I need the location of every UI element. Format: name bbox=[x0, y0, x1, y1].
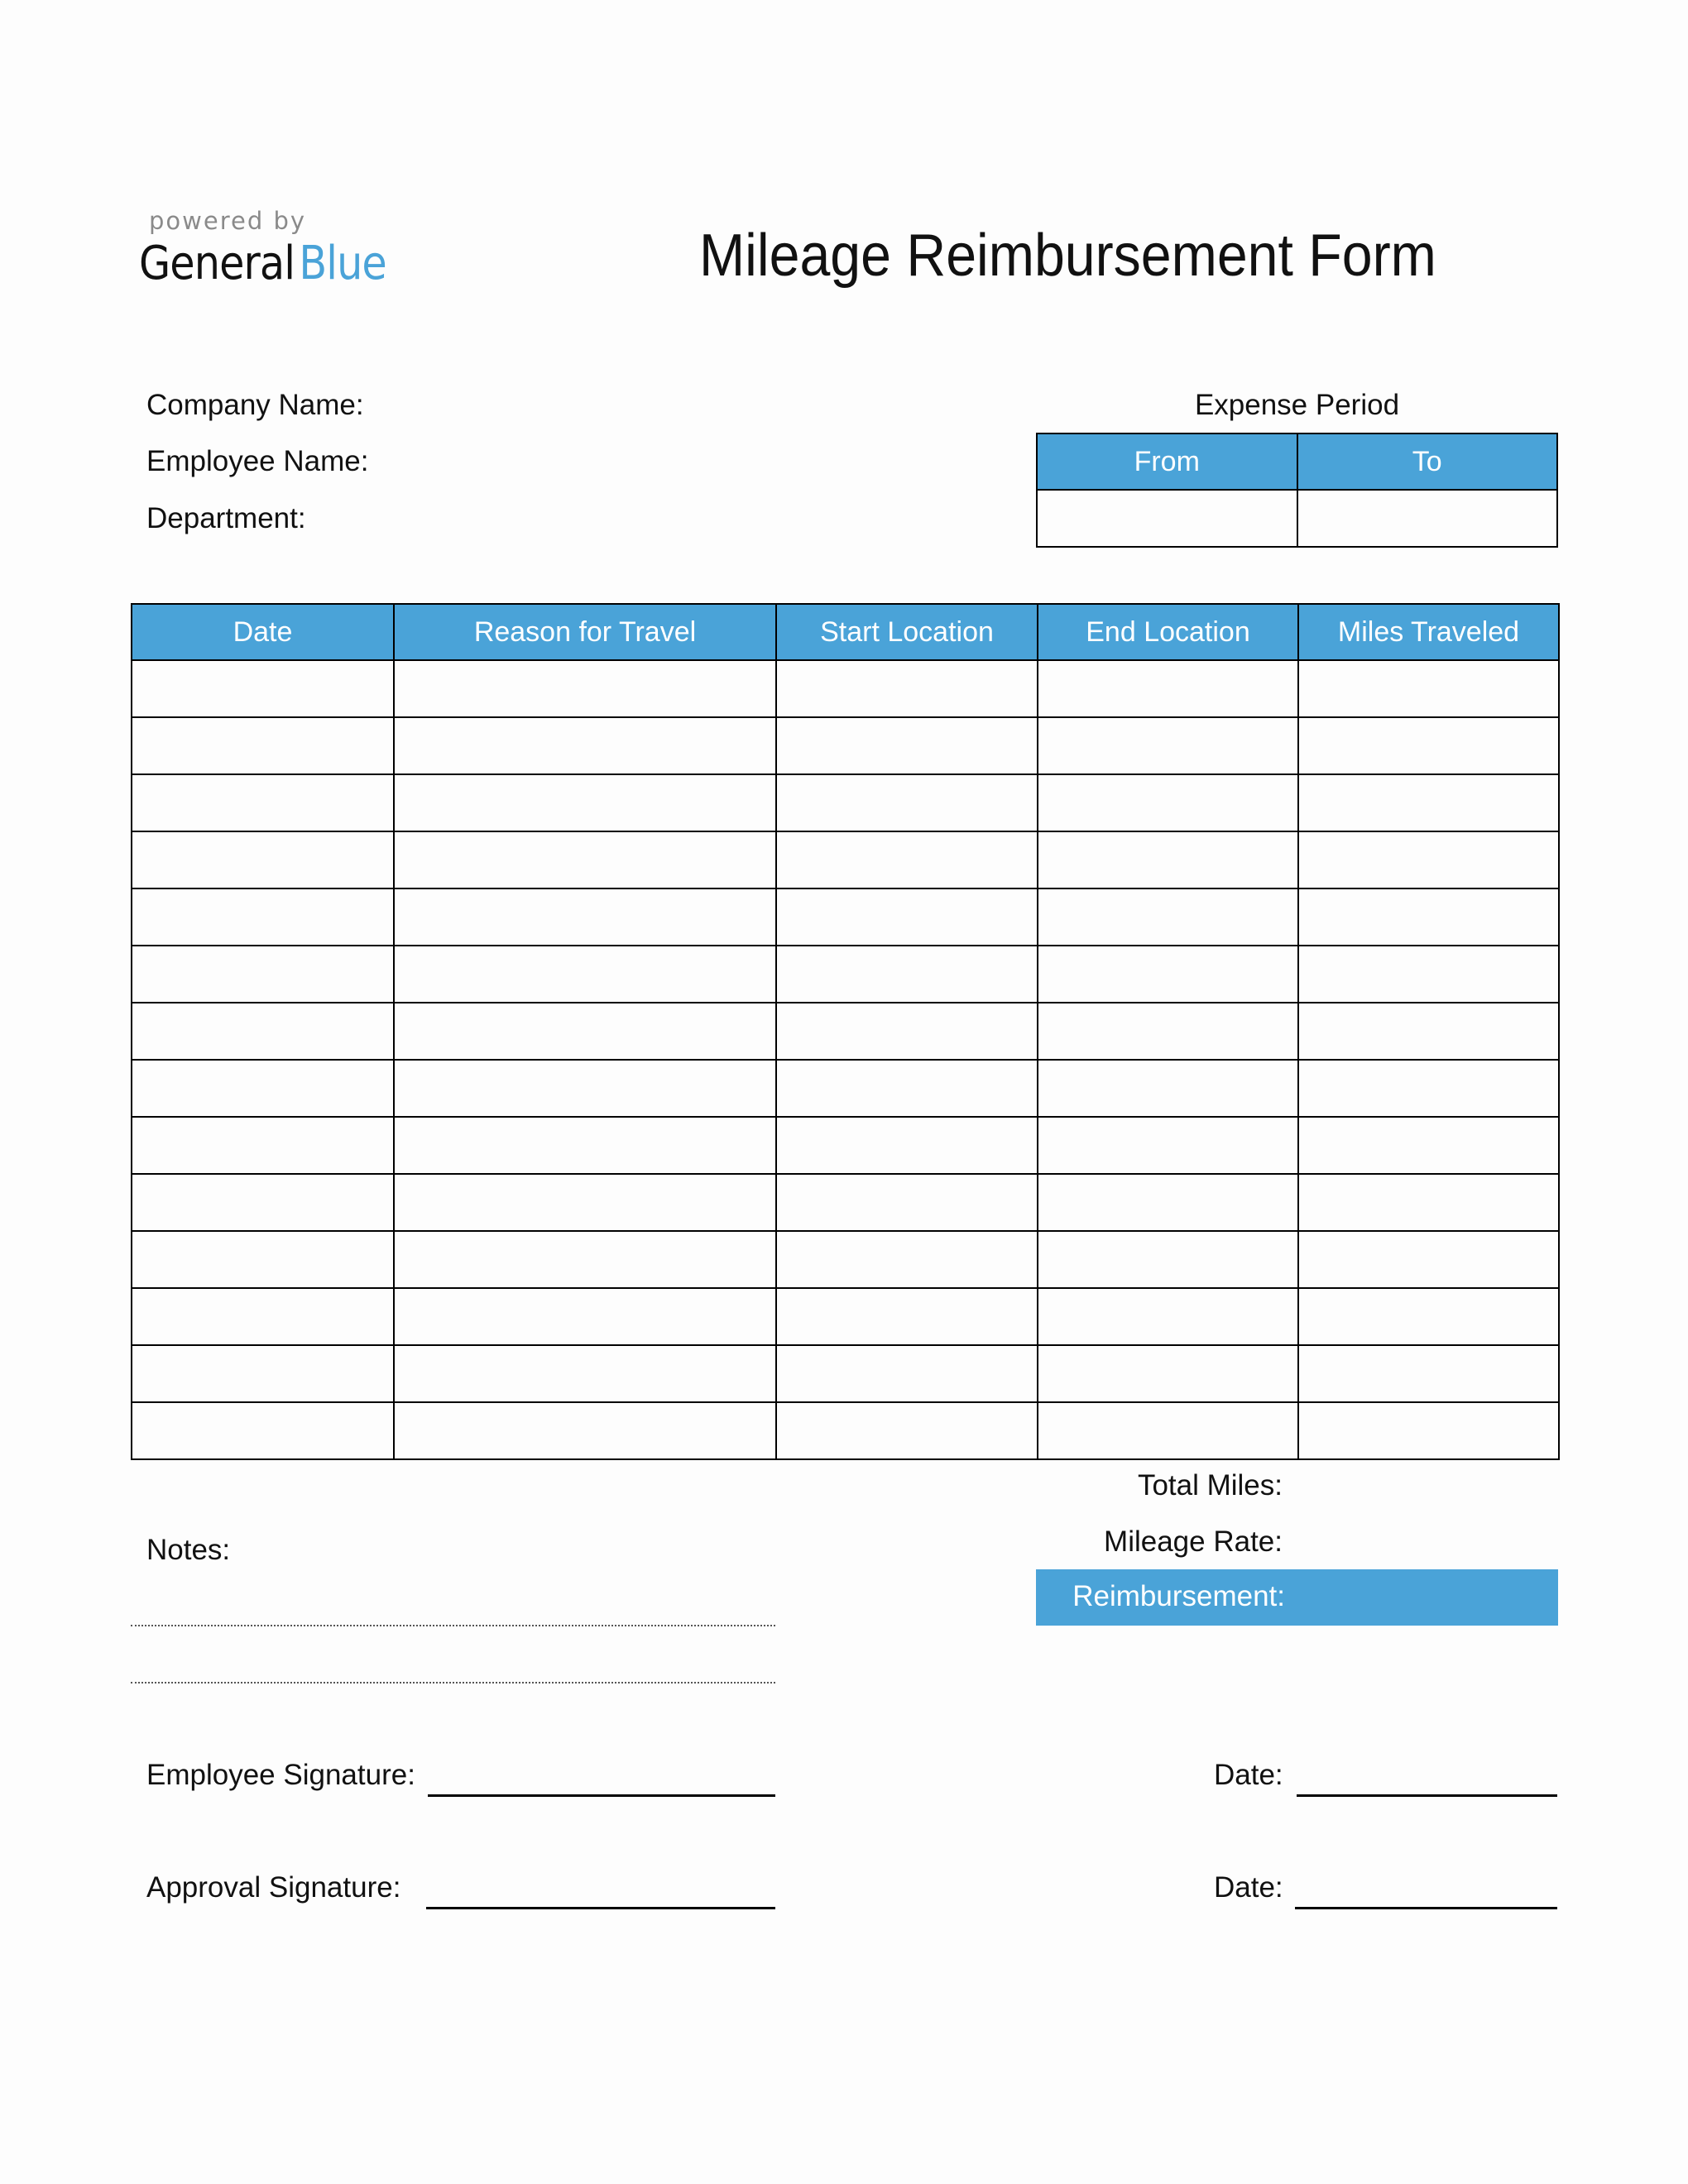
approval-signature-line[interactable] bbox=[426, 1907, 775, 1909]
period-from-field[interactable] bbox=[1037, 490, 1297, 547]
table-row bbox=[132, 660, 1559, 717]
cell-date[interactable] bbox=[132, 717, 394, 774]
mileage-rate-label: Mileage Rate: bbox=[1104, 1525, 1283, 1558]
cell-date[interactable] bbox=[132, 1231, 394, 1288]
cell-reason[interactable] bbox=[394, 1003, 776, 1060]
company-name-label: Company Name: bbox=[146, 389, 364, 421]
cell-miles[interactable] bbox=[1298, 946, 1559, 1003]
cell-start-location[interactable] bbox=[776, 774, 1038, 831]
cell-miles[interactable] bbox=[1298, 660, 1559, 717]
cell-miles[interactable] bbox=[1298, 1402, 1559, 1459]
table-row bbox=[132, 1402, 1559, 1459]
cell-reason[interactable] bbox=[394, 888, 776, 946]
cell-end-location[interactable] bbox=[1038, 946, 1298, 1003]
cell-start-location[interactable] bbox=[776, 1060, 1038, 1117]
cell-miles[interactable] bbox=[1298, 1231, 1559, 1288]
table-header-row bbox=[132, 604, 1559, 660]
cell-end-location[interactable] bbox=[1038, 888, 1298, 946]
cell-date[interactable] bbox=[132, 831, 394, 888]
brand-primary: General bbox=[139, 237, 295, 290]
cell-miles[interactable] bbox=[1298, 1060, 1559, 1117]
table-row bbox=[132, 717, 1559, 774]
cell-date[interactable] bbox=[132, 946, 394, 1003]
cell-end-location[interactable] bbox=[1038, 1003, 1298, 1060]
cell-start-location[interactable] bbox=[776, 831, 1038, 888]
employee-date-label: Date: bbox=[1214, 1759, 1283, 1791]
cell-end-location[interactable] bbox=[1038, 1231, 1298, 1288]
cell-end-location[interactable] bbox=[1038, 1117, 1298, 1174]
cell-date[interactable] bbox=[132, 660, 394, 717]
col-reason-header: Reason for Travel bbox=[394, 604, 776, 660]
cell-end-location[interactable] bbox=[1038, 1174, 1298, 1231]
page-title: Mileage Reimbursement Form bbox=[699, 223, 1436, 289]
expense-period-table bbox=[1036, 433, 1558, 548]
cell-start-location[interactable] bbox=[776, 717, 1038, 774]
cell-end-location[interactable] bbox=[1038, 774, 1298, 831]
cell-reason[interactable] bbox=[394, 1288, 776, 1345]
cell-reason[interactable] bbox=[394, 831, 776, 888]
table-row bbox=[132, 1174, 1559, 1231]
approval-date-label: Date: bbox=[1214, 1871, 1283, 1904]
cell-reason[interactable] bbox=[394, 946, 776, 1003]
powered-by-text: powered by bbox=[149, 207, 307, 235]
cell-end-location[interactable] bbox=[1038, 831, 1298, 888]
cell-start-location[interactable] bbox=[776, 888, 1038, 946]
cell-date[interactable] bbox=[132, 888, 394, 946]
cell-end-location[interactable] bbox=[1038, 1402, 1298, 1459]
approval-date-line[interactable] bbox=[1295, 1907, 1557, 1909]
employee-date-line[interactable] bbox=[1297, 1794, 1557, 1797]
approval-signature-label: Approval Signature: bbox=[146, 1871, 401, 1904]
cell-date[interactable] bbox=[132, 1345, 394, 1402]
cell-reason[interactable] bbox=[394, 1117, 776, 1174]
cell-start-location[interactable] bbox=[776, 1402, 1038, 1459]
table-row bbox=[132, 774, 1559, 831]
table-row bbox=[132, 1117, 1559, 1174]
col-miles-header: Miles Traveled bbox=[1298, 604, 1559, 660]
total-miles-label: Total Miles: bbox=[1137, 1469, 1283, 1502]
cell-date[interactable] bbox=[132, 1003, 394, 1060]
cell-reason[interactable] bbox=[394, 660, 776, 717]
table-row bbox=[132, 946, 1559, 1003]
brand-logo bbox=[139, 237, 386, 290]
cell-reason[interactable] bbox=[394, 1174, 776, 1231]
cell-end-location[interactable] bbox=[1038, 1288, 1298, 1345]
cell-reason[interactable] bbox=[394, 1402, 776, 1459]
cell-start-location[interactable] bbox=[776, 1231, 1038, 1288]
notes-label: Notes: bbox=[146, 1534, 231, 1566]
mileage-log-table bbox=[131, 603, 1560, 1460]
table-row bbox=[132, 1288, 1559, 1345]
cell-reason[interactable] bbox=[394, 1060, 776, 1117]
cell-miles[interactable] bbox=[1298, 717, 1559, 774]
cell-start-location[interactable] bbox=[776, 1117, 1038, 1174]
cell-miles[interactable] bbox=[1298, 1117, 1559, 1174]
department-label: Department: bbox=[146, 502, 306, 534]
cell-start-location[interactable] bbox=[776, 1174, 1038, 1231]
reimbursement-label: Reimbursement: bbox=[1072, 1580, 1285, 1612]
table-row bbox=[132, 1060, 1559, 1117]
employee-signature-label: Employee Signature: bbox=[146, 1759, 415, 1791]
cell-start-location[interactable] bbox=[776, 1003, 1038, 1060]
cell-reason[interactable] bbox=[394, 1231, 776, 1288]
notes-line-2[interactable] bbox=[131, 1682, 775, 1684]
cell-miles[interactable] bbox=[1298, 1345, 1559, 1402]
cell-miles[interactable] bbox=[1298, 1174, 1559, 1231]
cell-end-location[interactable] bbox=[1038, 660, 1298, 717]
cell-start-location[interactable] bbox=[776, 1345, 1038, 1402]
cell-start-location[interactable] bbox=[776, 1288, 1038, 1345]
cell-start-location[interactable] bbox=[776, 946, 1038, 1003]
period-from-header: From bbox=[1037, 433, 1297, 490]
cell-miles[interactable] bbox=[1298, 831, 1559, 888]
cell-miles[interactable] bbox=[1298, 774, 1559, 831]
table-row bbox=[132, 1231, 1559, 1288]
cell-date[interactable] bbox=[132, 1174, 394, 1231]
cell-reason[interactable] bbox=[394, 1345, 776, 1402]
table-row bbox=[132, 1003, 1559, 1060]
brand-secondary: Blue bbox=[299, 237, 386, 290]
cell-miles[interactable] bbox=[1298, 1003, 1559, 1060]
cell-end-location[interactable] bbox=[1038, 717, 1298, 774]
cell-end-location[interactable] bbox=[1038, 1345, 1298, 1402]
cell-start-location[interactable] bbox=[776, 660, 1038, 717]
cell-date[interactable] bbox=[132, 1060, 394, 1117]
cell-end-location[interactable] bbox=[1038, 1060, 1298, 1117]
cell-miles[interactable] bbox=[1298, 888, 1559, 946]
expense-period-caption: Expense Period bbox=[1194, 389, 1400, 421]
table-row bbox=[132, 1345, 1559, 1402]
period-to-header: To bbox=[1297, 433, 1558, 490]
cell-reason[interactable] bbox=[394, 717, 776, 774]
col-date-header: Date bbox=[132, 604, 394, 660]
employee-name-label: Employee Name: bbox=[146, 445, 369, 477]
employee-signature-line[interactable] bbox=[428, 1794, 775, 1797]
notes-line-1[interactable] bbox=[131, 1625, 775, 1626]
col-end-location-header: End Location bbox=[1038, 604, 1298, 660]
cell-date[interactable] bbox=[132, 1402, 394, 1459]
cell-date[interactable] bbox=[132, 1288, 394, 1345]
period-to-field[interactable] bbox=[1297, 490, 1558, 547]
table-row bbox=[132, 888, 1559, 946]
table-row bbox=[132, 831, 1559, 888]
cell-miles[interactable] bbox=[1298, 1288, 1559, 1345]
reimbursement-bar bbox=[1036, 1569, 1558, 1626]
col-start-location-header: Start Location bbox=[776, 604, 1038, 660]
cell-date[interactable] bbox=[132, 1117, 394, 1174]
cell-date[interactable] bbox=[132, 774, 394, 831]
cell-reason[interactable] bbox=[394, 774, 776, 831]
